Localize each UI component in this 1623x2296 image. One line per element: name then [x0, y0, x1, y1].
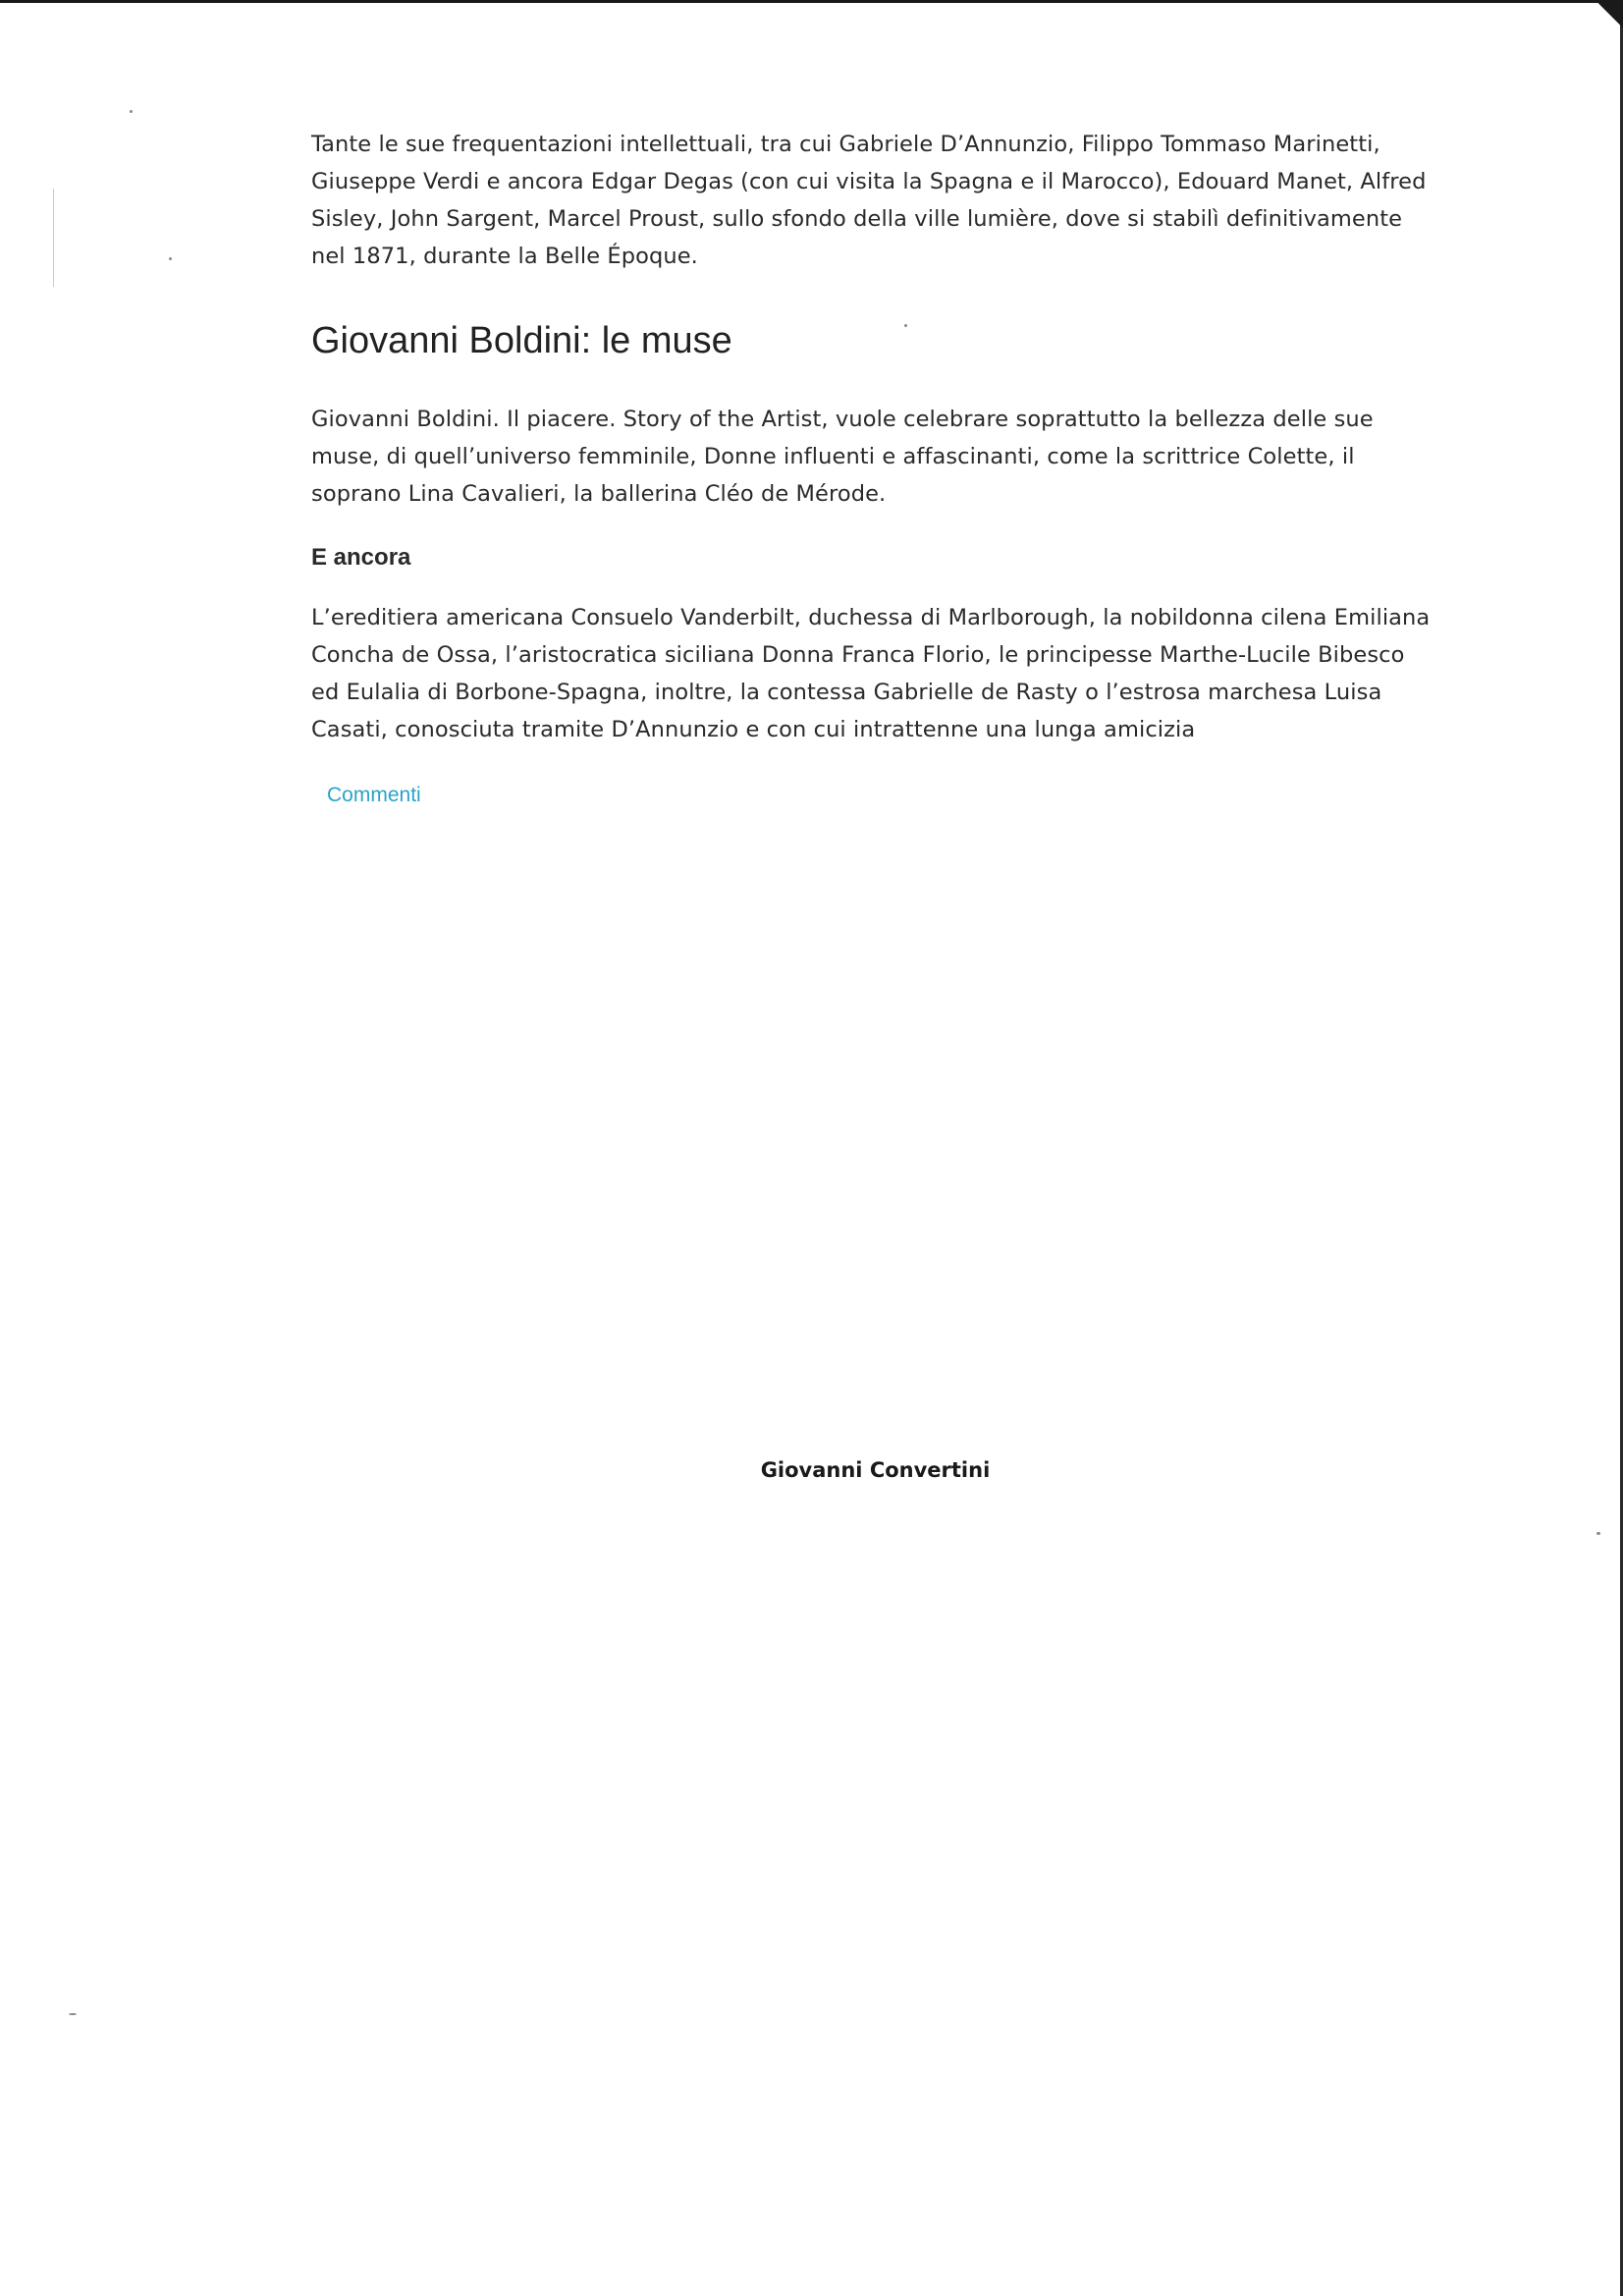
section-subheading: E ancora	[311, 544, 411, 571]
section-heading: Giovanni Boldini: le muse	[311, 320, 732, 361]
article-paragraph: L’ereditiera americana Consuelo Vanderbilt, duchessa di Marlborough, la nobildonna cilena Emiliana Concha de Ossa, l’aristocratica siciliana Donna Franca Florio, le principesse Marthe-Lucile Bibesco ed Eulalia di Borbone-Spagna, inoltre, la contessa Gabrielle de Rasty o l’estrosa marchesa Luisa Casati, conosciuta tramite D’Annunzio e con cui intrattenne una lunga amicizia	[311, 605, 1431, 742]
scan-artifact-line	[53, 189, 54, 287]
scan-speck	[69, 2013, 77, 2015]
comments-link[interactable]: Commenti	[327, 784, 421, 806]
article-paragraph: Giovanni Boldini. Il piacere. Story of the Artist, vuole celebrare soprattutto la bellezza delle sue muse, di quell’universo femminile, Donne influenti e affascinanti, come la scrittrice Colette, il soprano Lina Cavalieri, la ballerina Cléo de Mérode.	[311, 407, 1374, 507]
article-body	[311, 126, 1431, 807]
scan-speck	[169, 257, 172, 260]
scan-speck	[1596, 1532, 1600, 1535]
article-paragraph: Tante le sue frequentazioni intellettuali, tra cui Gabriele D’Annunzio, Filippo Tommaso Marinetti, Giuseppe Verdi e ancora Edgar Degas (con cui visita la Spagna e il Marocco), Edouard Manet, Alfred Sisley, John Sargent, Marcel Proust, sullo sfondo della ville lumière, dove si stabilì definitivamente nel 1871, durante la Belle Époque.	[311, 132, 1427, 269]
scan-edge-top	[0, 0, 1623, 3]
scan-speck	[130, 110, 133, 113]
scan-corner	[1584, 0, 1623, 39]
author-name: Giovanni Convertini	[760, 1458, 991, 1482]
